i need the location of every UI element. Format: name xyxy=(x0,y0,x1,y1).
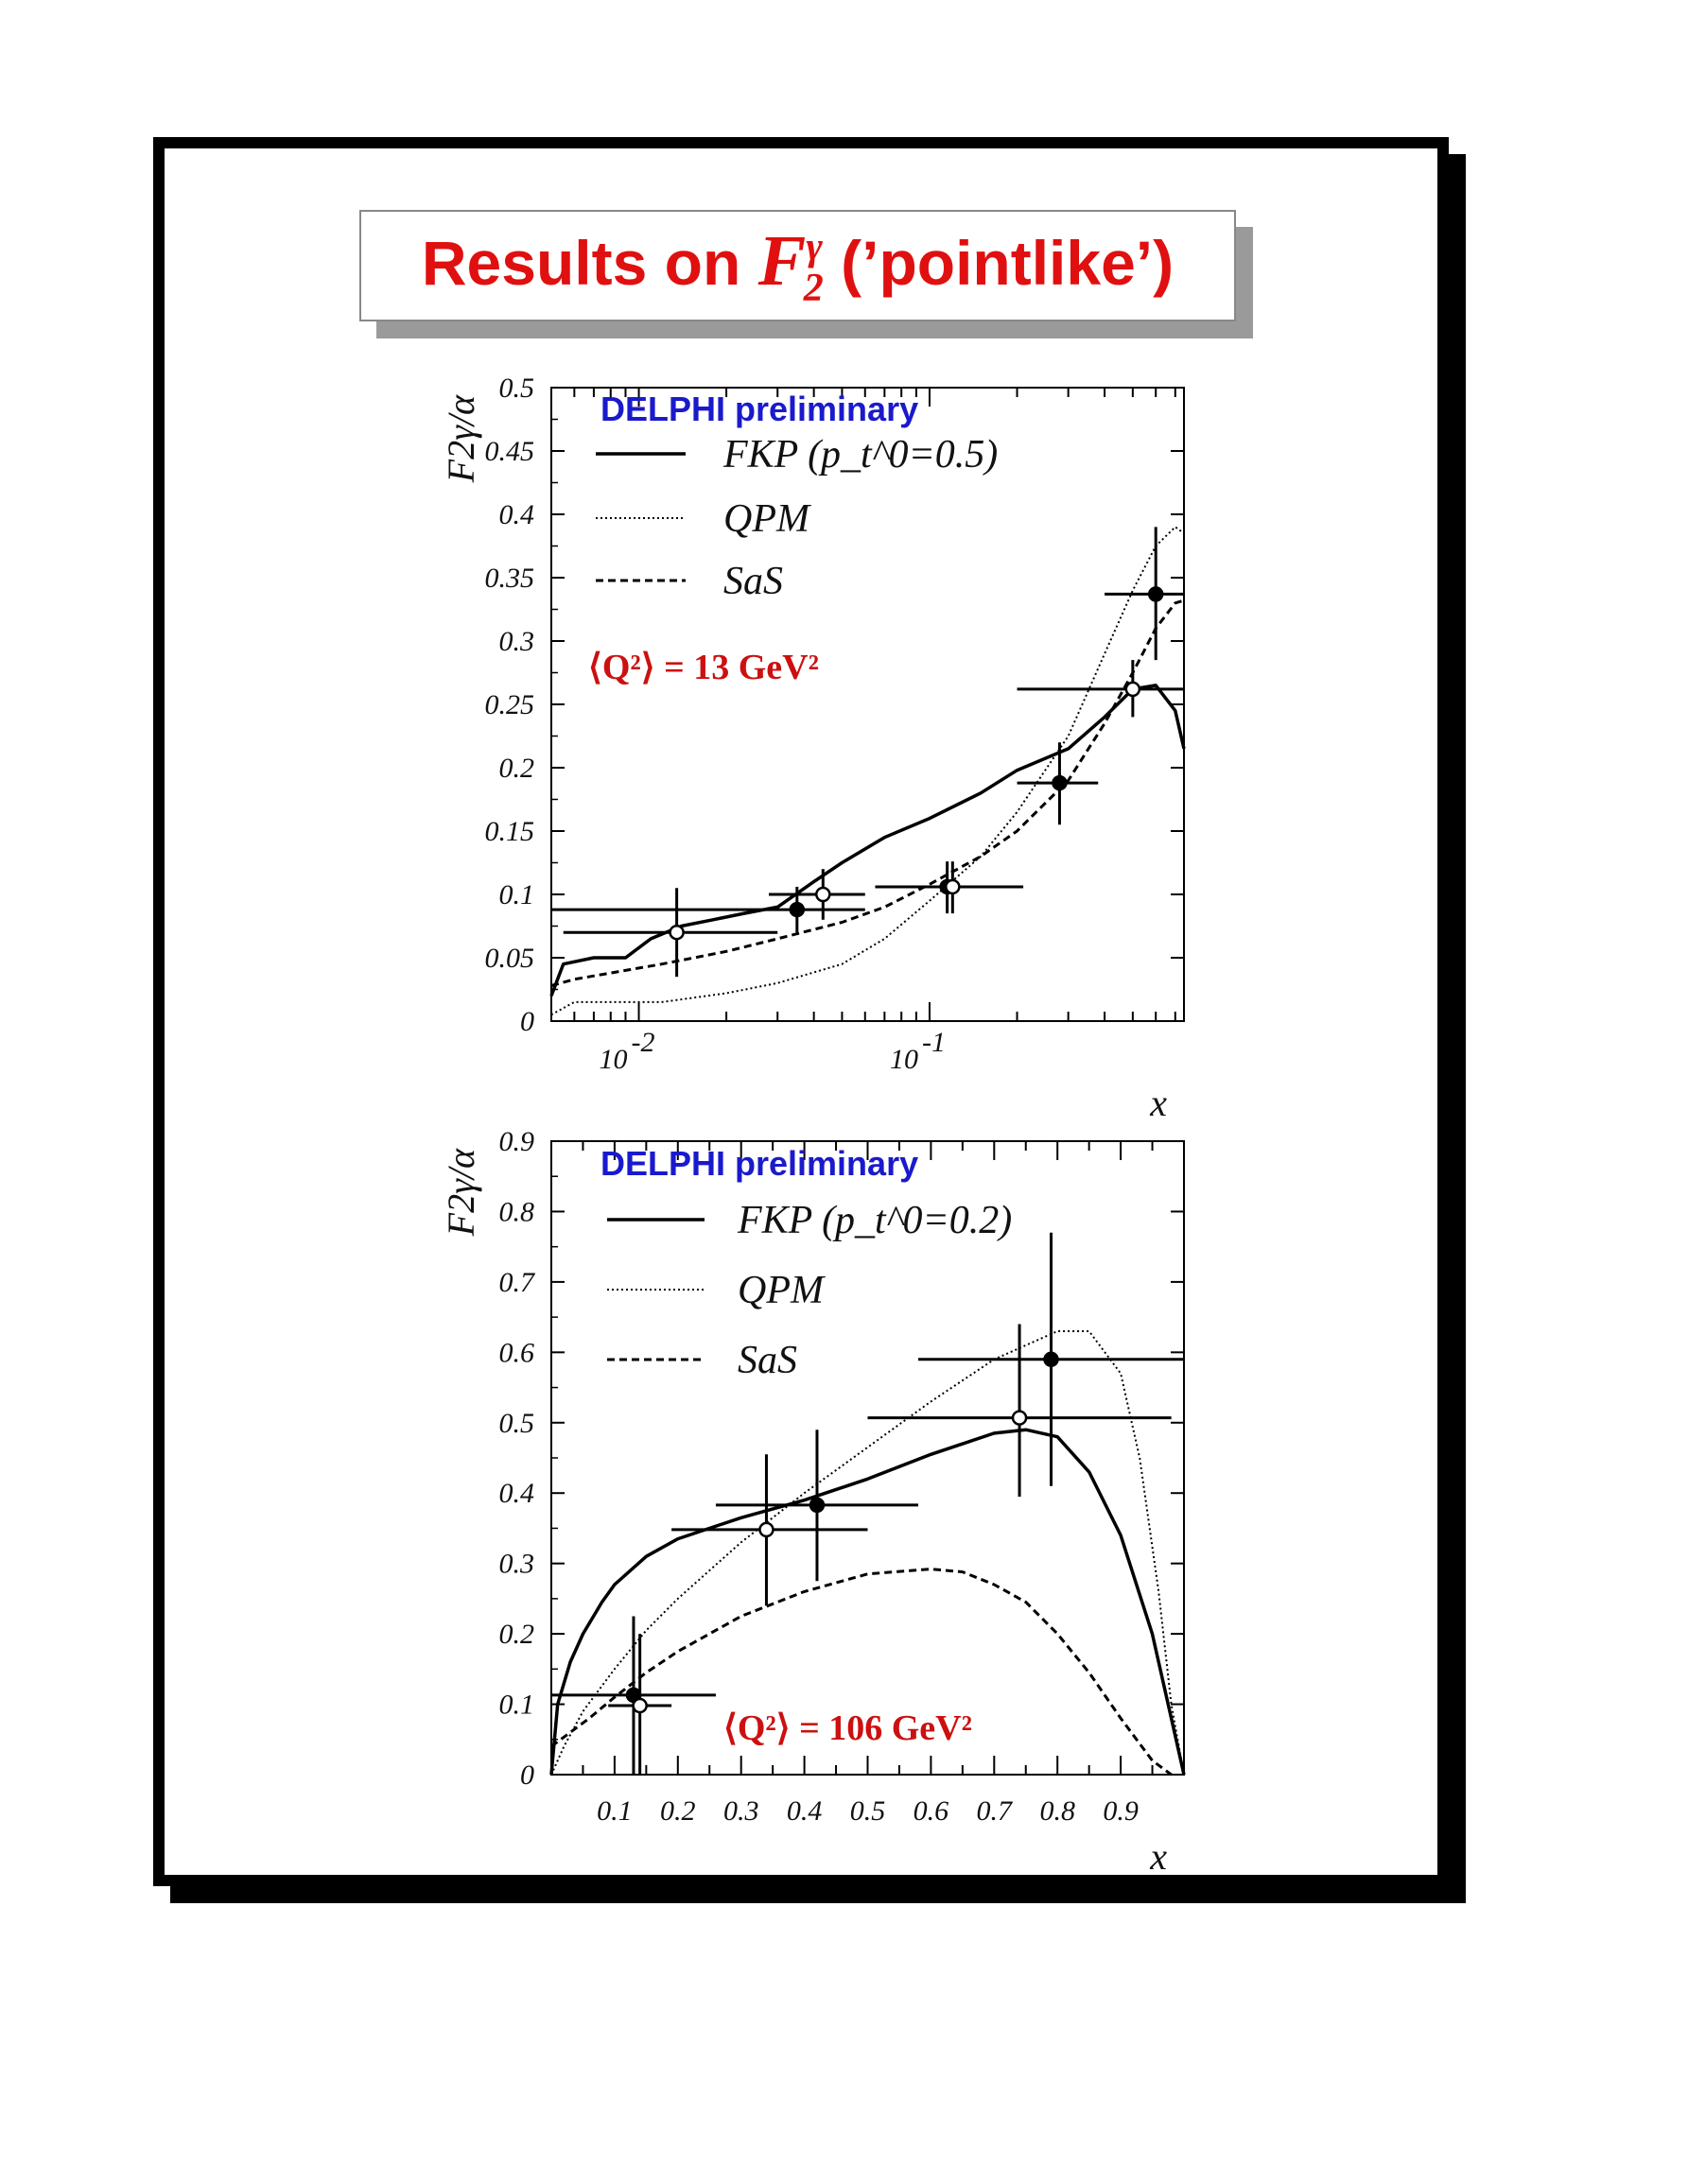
y-tick-label: 0.2 xyxy=(498,753,534,784)
data-point xyxy=(868,1325,1172,1497)
open-marker xyxy=(1013,1412,1026,1425)
data-point xyxy=(564,888,778,977)
open-marker xyxy=(816,888,829,901)
x-tick-label: 0.4 xyxy=(786,1795,823,1827)
data-point xyxy=(918,1233,1184,1486)
delphi-preliminary-label: DELPHI preliminary xyxy=(600,1144,919,1183)
y-tick-label: 0.2 xyxy=(498,1619,534,1651)
data-point xyxy=(716,1430,918,1581)
y-tick-label: 0.3 xyxy=(498,1548,534,1580)
open-marker xyxy=(1126,683,1140,696)
q2-annotation: ⟨Q²⟩ = 106 GeV² xyxy=(723,1708,973,1748)
filled-marker xyxy=(791,903,804,916)
chart-1 xyxy=(440,373,1184,1124)
y-tick-label: 0.15 xyxy=(484,816,534,847)
y-tick-label: 0.25 xyxy=(484,689,534,720)
y-tick-label: 0.9 xyxy=(498,1126,534,1157)
data-point xyxy=(769,869,865,920)
open-marker xyxy=(670,926,684,939)
x-tick-label: 10 xyxy=(599,1044,628,1075)
x-tick-label: 0.6 xyxy=(913,1795,949,1827)
y-tick-label: 0.05 xyxy=(484,943,534,974)
x-tick-label: 0.8 xyxy=(1039,1795,1075,1827)
x-tick-label: 10 xyxy=(889,1044,918,1075)
title-prefix: Results on xyxy=(421,228,741,299)
open-marker xyxy=(946,880,959,893)
chart-2 xyxy=(440,1126,1184,1878)
legend-label: SaS xyxy=(723,560,783,603)
y-tick-label: 0.5 xyxy=(498,1407,534,1439)
x-tick-label: 0.7 xyxy=(976,1795,1013,1827)
plot-frame xyxy=(551,388,1184,1021)
y-tick-label: 0.3 xyxy=(498,626,534,657)
x-tick-label: 0.1 xyxy=(597,1795,633,1827)
delphi-preliminary-label: DELPHI preliminary xyxy=(600,390,919,428)
y-tick-label: 0 xyxy=(520,1006,534,1037)
x-axis-label: x xyxy=(1150,1082,1167,1124)
filled-marker xyxy=(810,1499,824,1512)
y-tick-label: 0.8 xyxy=(498,1196,534,1228)
y-tick-label: 0 xyxy=(520,1759,534,1791)
data-point xyxy=(1018,660,1184,717)
y-tick-label: 0.7 xyxy=(498,1266,534,1298)
legend-label: SaS xyxy=(738,1339,797,1382)
legend-label: QPM xyxy=(738,1269,824,1312)
x-tick-label: 0.3 xyxy=(722,1795,759,1827)
y-tick-label: 0.6 xyxy=(498,1337,534,1369)
y-axis-label: F2γ/α xyxy=(440,395,482,483)
title-sub: 2 xyxy=(803,266,824,310)
data-point xyxy=(608,1634,671,1775)
filled-marker xyxy=(1045,1353,1058,1366)
open-marker xyxy=(759,1523,773,1536)
y-tick-label: 0.1 xyxy=(498,1689,534,1721)
open-marker xyxy=(634,1699,647,1712)
legend-label: QPM xyxy=(723,497,809,541)
title-sup: γ xyxy=(806,226,823,270)
data-point xyxy=(901,861,1023,913)
legend-label: FKP (p_t^0=0.2) xyxy=(738,1199,1013,1242)
title-symbol: $F^\gamma_2$ xyxy=(757,221,824,310)
y-tick-label: 0.45 xyxy=(484,436,534,467)
data-point xyxy=(1105,527,1184,660)
x-tick-exponent: -1 xyxy=(921,1027,946,1058)
x-tick-label: 0.9 xyxy=(1103,1795,1139,1827)
data-point xyxy=(551,1617,716,1776)
y-tick-label: 0.35 xyxy=(484,563,534,594)
filled-marker xyxy=(1053,776,1066,789)
x-axis-label: x xyxy=(1150,1835,1167,1878)
x-tick-label: 0.2 xyxy=(660,1795,696,1827)
title-suffix: (’pointlike’) xyxy=(841,228,1175,299)
y-axis-label: F2γ/α xyxy=(440,1149,482,1237)
y-tick-label: 0.4 xyxy=(498,1478,534,1510)
x-tick-exponent: -2 xyxy=(631,1027,655,1058)
y-tick-label: 0.1 xyxy=(498,879,534,910)
q2-annotation: ⟨Q²⟩ = 13 GeV² xyxy=(588,648,820,687)
y-tick-label: 0.5 xyxy=(498,373,534,404)
x-tick-label: 0.5 xyxy=(849,1795,886,1827)
legend-label: FKP (p_t^0=0.5) xyxy=(723,433,999,477)
filled-marker xyxy=(1149,587,1162,600)
y-tick-label: 0.4 xyxy=(498,499,534,530)
